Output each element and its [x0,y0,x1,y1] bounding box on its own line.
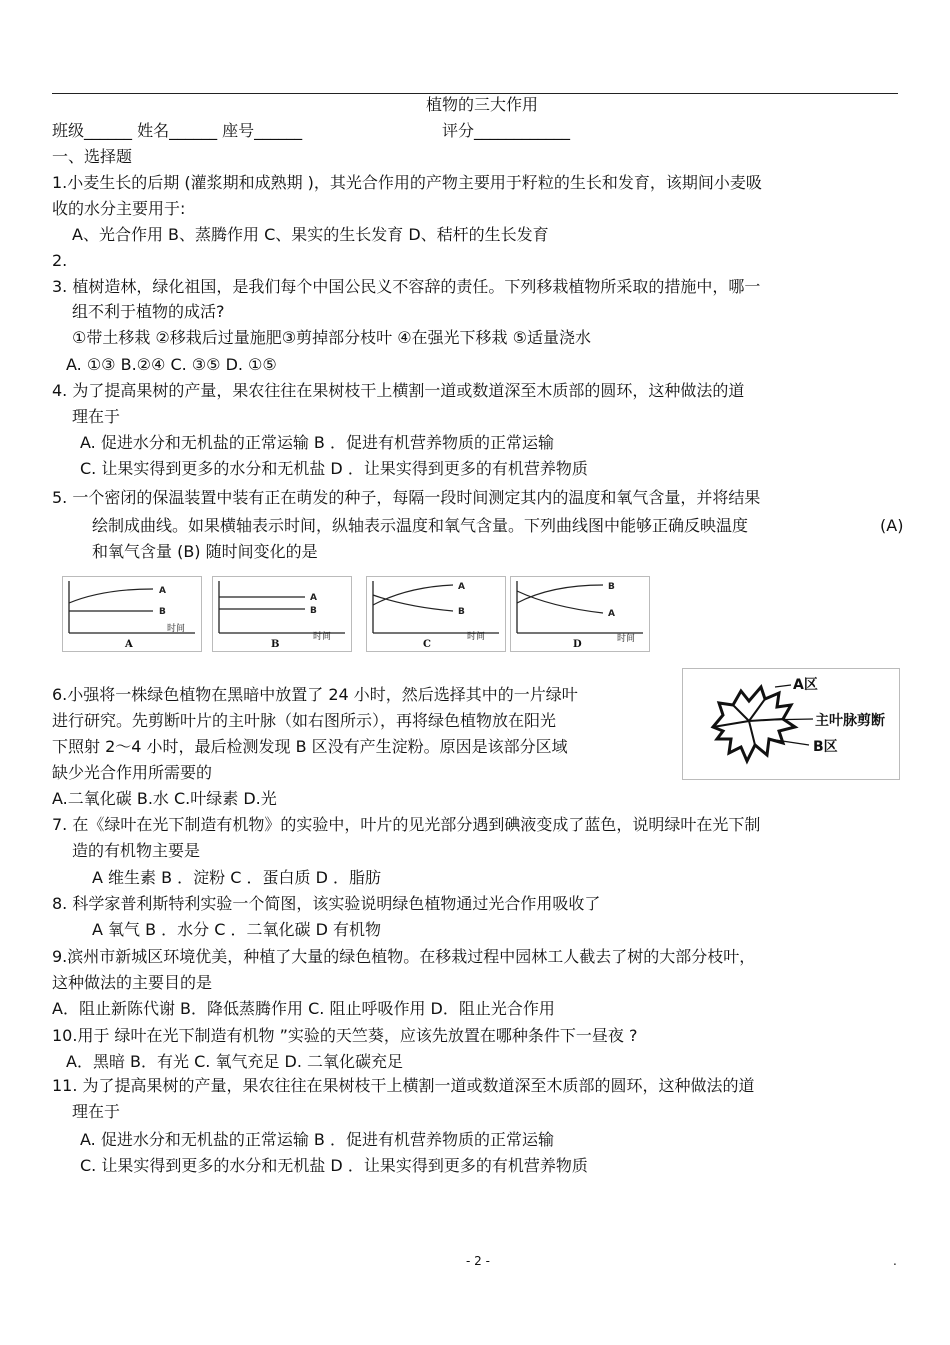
chart-option-d [510,576,650,652]
chart-d-label: D [573,639,582,650]
q6-line3: 下照射 2～4 小时，最后检测发现 B 区没有产生淀粉。原因是该部分区域 [52,737,568,756]
q6-options: A.二氧化碳 B.水 C.叶绿素 D.光 [52,789,277,808]
chart-option-c [366,576,506,652]
svg-text:A: A [608,609,615,619]
q3-measures: ①带土移栽 ②移栽后过量施肥③剪掉部分枝叶 ④在强光下移栽 ⑤适量浇水 [72,328,591,347]
zone-b-label: B区 [813,739,838,755]
q11-line1: 11. 为了提高果树的产量，果农往往在果树枝干上横割一道或数道深至木质部的圆环，这种做法的道 [52,1076,755,1095]
q9-line1: 9.滨州市新城区环境优美，种植了大量的绿色植物。在移栽过程中园林工人截去了树的大部分枝叶， [52,947,756,966]
q11-options-1: A. 促进水分和无机盐的正常运输 B ．促进有机营养物质的正常运输 [80,1130,554,1149]
q10-line1: 10.用于 绿叶在光下制造有机物 ”实验的天竺葵，应该先放置在哪种条件下一昼夜 ? [52,1026,638,1045]
svg-text:A: A [458,582,465,592]
header-rule [52,93,898,94]
q8-line1: 8. 科学家普利斯特利实验一个简图，该实验说明绿色植物通过光合作用吸收了 [52,894,601,913]
footer-dot: . [893,1254,897,1268]
q9-line2: 这种做法的主要目的是 [52,973,213,992]
q7-line1: 7. 在《绿叶在光下制造有机物》的实验中，叶片的见光部分遇到碘液变成了蓝色，说明绿叶在光下制 [52,815,761,834]
section-heading: 一、选择题 [52,147,133,166]
q4-line2: 理在于 [72,407,121,426]
page-title: 植物的三大作用 [426,95,539,114]
svg-text:时间: 时间 [467,632,486,642]
chart-c-label: C [423,639,431,650]
zone-a-label: A区 [793,677,818,693]
q1-line1: 1.小麦生长的后期 (灌浆期和成熟期 )，其光合作用的产物主要用于籽粒的生长和发育，该期间小麦吸 [52,173,762,192]
q4-line1: 4. 为了提高果树的产量，果农往往在果树枝干上横割一道或数道深至木质部的圆环，这种做法的道 [52,381,745,400]
q3-line2: 组不利于植物的成活? [72,302,225,321]
chart-a-label: A [125,639,133,650]
q5-line3: 和氧气含量 (B) 随时间变化的是 [92,542,318,561]
q5-line2: 绘制成曲线。如果横轴表示时间，纵轴表示温度和氧气含量。下列曲线图中能够正确反映温度 [92,516,749,535]
q4-options-1: A. 促进水分和无机盐的正常运输 B ．促进有机营养物质的正常运输 [80,433,554,452]
q5-line1: 5. 一个密闭的保温装置中装有正在萌发的种子，每隔一段时间测定其内的温度和氧气含量，并将结果 [52,488,761,507]
svg-text:B: B [159,607,166,617]
student-info: 班级______ 姓名______ 座号______ [52,121,303,140]
q7-options: A 维生素 B ．淀粉 C ．蛋白质 D ．脂肪 [92,868,382,887]
q11-line2: 理在于 [72,1102,121,1121]
q3-options: A. ①③ B.②④ C. ③⑤ D. ①⑤ [66,355,277,374]
q6-line2: 进行研究。先剪断叶片的主叶脉（如右图所示），再将绿色植物放在阳光 [52,711,557,730]
q3-line1: 3. 植树造林，绿化祖国，是我们每个中国公民义不容辞的责任。下列移栽植物所采取的措施中，哪一 [52,277,761,296]
q6-line4: 缺少光合作用所需要的 [52,763,213,782]
q5-line2-end: (A) [880,516,904,535]
chart-b-label: B [271,639,280,650]
q1-options: A、光合作用 B、蒸腾作用 C、果实的生长发育 D、秸杆的生长发育 [72,225,549,244]
q9-options: A．阻止新陈代谢 B．降低蒸腾作用 C. 阻止呼吸作用 D．阻止光合作用 [52,999,555,1018]
svg-text:时间: 时间 [167,624,186,634]
q6-line1: 6.小强将一株绿色植物在黑暗中放置了 24 小时，然后选择其中的一片绿叶 [52,685,578,704]
svg-text:B: B [608,582,615,592]
q2-line: 2. [52,251,68,270]
svg-text:时间: 时间 [313,632,332,642]
svg-text:B: B [310,606,317,616]
svg-text:A: A [159,586,166,596]
q1-line2: 收的水分主要用于: [52,199,186,218]
q8-options: A 氧气 B ．水分 C ．二氧化碳 D 有机物 [92,920,382,939]
score-field: 评分____________ [442,121,571,140]
leaf-figure [682,668,900,780]
vein-cut-label: 主叶脉剪断 [815,713,885,729]
svg-text:时间: 时间 [617,634,636,644]
chart-option-b [212,576,352,652]
q11-options-2: C. 让果实得到更多的水分和无机盐 D ．让果实得到更多的有机营养物质 [80,1156,588,1175]
page-number: - 2 - [466,1254,490,1268]
q4-options-2: C. 让果实得到更多的水分和无机盐 D ．让果实得到更多的有机营养物质 [80,459,588,478]
svg-text:A: A [310,593,317,603]
chart-option-a [62,576,202,652]
svg-text:B: B [458,607,465,617]
q7-line2: 造的有机物主要是 [72,841,201,860]
q10-options: A．黑暗 B．有光 C. 氧气充足 D. 二氧化碳充足 [66,1052,404,1071]
